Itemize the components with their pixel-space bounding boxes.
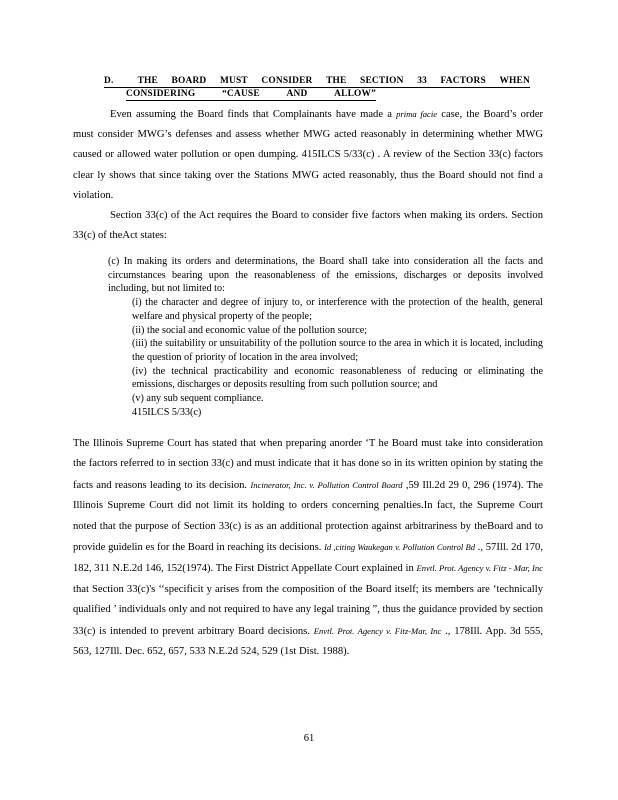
quote-items <box>132 296 543 406</box>
heading-word: CONSIDER <box>261 76 313 86</box>
case-citation: Id ,citing Waukegan v. Pollution Control Bd <box>324 542 476 553</box>
paragraph-1: Even assuming the Board finds that Complainants have made a prima facie case, the Board’s order must consider MWG’s defenses and assess whether MWG acted reasonably in determining whether MWG caused or allowed water pollution or open dumping. 415ILCS 5/33(c) . A review of the Section 33(c) factors clear ly shows that since taking over the Stations MWG acted reasonably, thus the Board should not find a violation. <box>73 109 543 201</box>
section-heading <box>104 76 530 101</box>
heading-word: CONSIDERING <box>126 89 196 99</box>
quote-citation: 415ILCS 5/33(c) <box>132 406 202 418</box>
heading-word: THE <box>326 76 347 86</box>
paragraph-3: The Illinois Supreme Court has stated that when preparing anorder ‘T he Board must take into consideration the factors referred to in section 33(c) and must indicate that it has done so in its written opinion by stating the facts and reasons leading to its decision. Incinerator, Inc. v. Pollution Control Board ,59 Ill.2d 29 0, 296 (1974). The Illinois Supreme Court did not limit its holding to orders concerning penalties.In fact, the Supreme Court noted that the purpose of Section 33(c) is as an additional protection against arbitrariness by theBoard and to provide guidelin es for the Board in reaching its decisions. Id ,citing Waukegan v. Pollution Control Bd ., 57Ill. 2d 170, 182, 311 N.E.2d 146, 152(1974). The First District Appellate Court explained in Envtl. Prot. Agency v. Fitz - Mar, Inc that Section 33(c)'s ‘‘specificit y arises from the composition of the Board itself; its members are ‘technically qualified ’ individuals only and not required to have any legal training ”, thus the guidance provided by section 33(c) is intended to prevent arbitrary Board decisions. Envtl. Prot. Agency v. Fitz-Mar, Inc ., 178Ill. App. 3d 555, 563, 127Ill. Dec. 652, 657, 533 N.E.2d 524, 529 (1st Dist. 1988). <box>73 438 544 658</box>
quote-item: (ii) the social and economic value of the pollution source; <box>132 324 368 336</box>
heading-word: FACTORS <box>440 76 486 86</box>
page-number: 61 <box>303 733 315 744</box>
heading-line-1 <box>104 76 530 88</box>
body-text-top <box>73 104 543 246</box>
quote-item: (iv) the technical practicability and economic reasonableness of reducing or eliminating the emissions, discharges or deposits resulting from such pollution source; and <box>132 365 543 391</box>
heading-letter: D. <box>104 76 114 86</box>
case-citation: Incinerator, Inc. v. Pollution Control Board <box>250 479 403 490</box>
paragraph-2: Section 33(c) of the Act requires the Board to consider five factors when making its orders. Section 33(c) of theAct states: <box>73 210 543 242</box>
body-text-bottom <box>73 434 543 662</box>
heading-word: 33 <box>417 76 427 86</box>
quote-item: (iii) the suitability or unsuitability of the pollution source to the area in which it is located, including the question of priority of location in the area involved; <box>132 338 543 363</box>
quote-item: (i) the character and degree of injury to, or interference with the protection of the health, general welfare and physical property of the people; <box>132 297 543 322</box>
heading-word: ALLOW” <box>334 89 376 99</box>
heading-word: “CAUSE <box>222 89 260 99</box>
italic-prima-facie: prima facie <box>396 109 438 119</box>
quote-intro: (c) In making its orders and determinations, the Board shall take into consideration all the facts and circumstances bearing upon the reasonableness of the emissions, discharges or deposits involved including, but not limited to: <box>108 256 543 295</box>
case-citation: Envtl. Prot. Agency v. Fitz-Mar, Inc <box>313 625 442 636</box>
heading-word: WHEN <box>499 76 530 86</box>
heading-word: SECTION <box>360 76 404 86</box>
heading-word: THE <box>137 76 158 86</box>
heading-word: MUST <box>219 76 248 86</box>
block-quote <box>108 255 543 419</box>
heading-word: AND <box>286 89 308 99</box>
heading-line-2 <box>126 88 376 101</box>
quote-item: (v) any sub sequent compliance. <box>132 393 264 405</box>
case-citation: Envtl. Prot. Agency v. Fitz - Mar, Inc <box>416 563 543 574</box>
heading-word: BOARD <box>171 76 207 86</box>
